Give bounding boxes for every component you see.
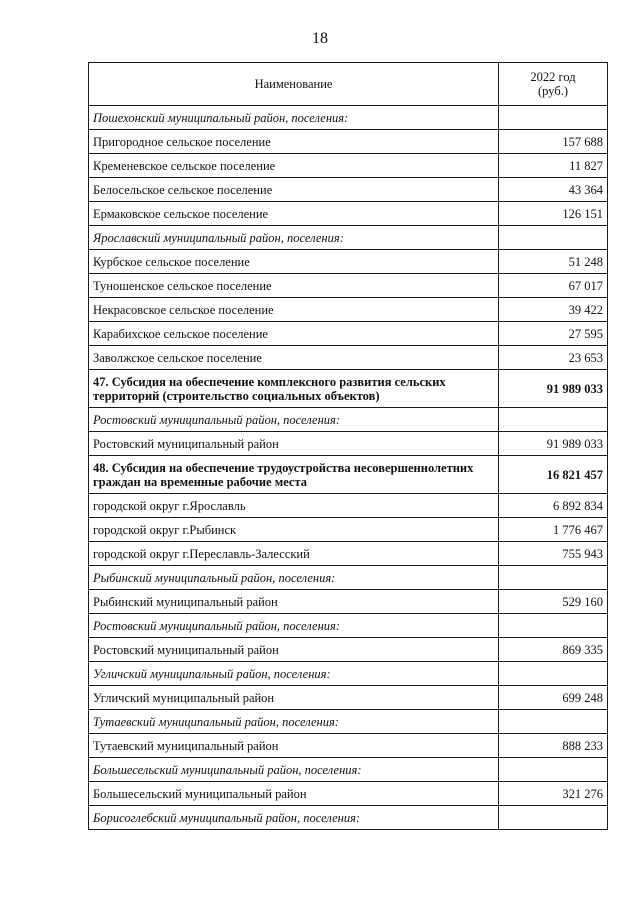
page-number: 18 xyxy=(312,30,328,47)
table-row xyxy=(89,130,608,154)
section-row xyxy=(89,226,608,250)
row-name: 48. Субсидия на обеспечение трудоустройства несовершеннолетних граждан на временные рабочие места xyxy=(89,456,499,494)
row-name: Ростовский муниципальный район, поселения: xyxy=(89,614,499,638)
row-name: Угличский муниципальный район xyxy=(89,686,499,710)
row-value xyxy=(499,106,608,130)
row-name: Пригородное сельское поселение xyxy=(89,130,499,154)
table-row xyxy=(89,250,608,274)
row-value: 126 151 xyxy=(499,202,608,226)
row-name: Курбское сельское поселение xyxy=(89,250,499,274)
row-value: 91 989 033 xyxy=(499,370,608,408)
row-name: городской округ г.Переславль-Залесский xyxy=(89,542,499,566)
table-row xyxy=(89,154,608,178)
row-value: 91 989 033 xyxy=(499,432,608,456)
table-row xyxy=(89,346,608,370)
row-name: Некрасовское сельское поселение xyxy=(89,298,499,322)
table-body xyxy=(89,106,608,830)
table-row xyxy=(89,322,608,346)
row-name: Кременевское сельское поселение xyxy=(89,154,499,178)
row-name: Рыбинский муниципальный район xyxy=(89,590,499,614)
subsidy-row xyxy=(89,370,608,408)
row-value: 27 595 xyxy=(499,322,608,346)
row-value xyxy=(499,662,608,686)
row-name: 47. Субсидия на обеспечение комплексного развития сельских территорий (строительство социальных объектов) xyxy=(89,370,499,408)
row-value: 157 688 xyxy=(499,130,608,154)
row-value: 755 943 xyxy=(499,542,608,566)
row-value: 23 653 xyxy=(499,346,608,370)
table-row xyxy=(89,494,608,518)
row-value: 1 776 467 xyxy=(499,518,608,542)
table-row xyxy=(89,274,608,298)
row-value: 39 422 xyxy=(499,298,608,322)
row-name: Белосельское сельское поселение xyxy=(89,178,499,202)
row-name: Ростовский муниципальный район xyxy=(89,638,499,662)
row-name: Ростовский муниципальный район, поселения: xyxy=(89,408,499,432)
row-value: 869 335 xyxy=(499,638,608,662)
row-value xyxy=(499,710,608,734)
row-value xyxy=(499,226,608,250)
row-name: Угличский муниципальный район, поселения: xyxy=(89,662,499,686)
budget-table xyxy=(88,62,608,830)
section-row xyxy=(89,662,608,686)
row-value: 888 233 xyxy=(499,734,608,758)
table-row xyxy=(89,638,608,662)
table-row xyxy=(89,542,608,566)
row-name: городской округ г.Ярославль xyxy=(89,494,499,518)
table-row xyxy=(89,518,608,542)
row-name: городской округ г.Рыбинск xyxy=(89,518,499,542)
header-name: Наименование xyxy=(89,63,499,106)
header-value: 2022 год (руб.) xyxy=(499,63,608,106)
row-name: Пошехонский муниципальный район, поселения: xyxy=(89,106,499,130)
subsidy-row xyxy=(89,456,608,494)
section-row xyxy=(89,806,608,830)
row-name: Тутаевский муниципальный район xyxy=(89,734,499,758)
section-row xyxy=(89,566,608,590)
row-value xyxy=(499,758,608,782)
row-value: 321 276 xyxy=(499,782,608,806)
row-name: Большесельский муниципальный район xyxy=(89,782,499,806)
table-row xyxy=(89,734,608,758)
row-value: 16 821 457 xyxy=(499,456,608,494)
row-name: Ростовский муниципальный район xyxy=(89,432,499,456)
section-row xyxy=(89,758,608,782)
table-row xyxy=(89,202,608,226)
row-value xyxy=(499,566,608,590)
table-row xyxy=(89,298,608,322)
section-row xyxy=(89,614,608,638)
row-value xyxy=(499,614,608,638)
row-value: 699 248 xyxy=(499,686,608,710)
row-value: 43 364 xyxy=(499,178,608,202)
section-row xyxy=(89,106,608,130)
row-name: Рыбинский муниципальный район, поселения: xyxy=(89,566,499,590)
section-row xyxy=(89,710,608,734)
row-name: Карабихское сельское поселение xyxy=(89,322,499,346)
row-name: Большесельский муниципальный район, поселения: xyxy=(89,758,499,782)
row-value: 529 160 xyxy=(499,590,608,614)
table-row xyxy=(89,178,608,202)
row-value: 51 248 xyxy=(499,250,608,274)
row-value xyxy=(499,806,608,830)
table-row xyxy=(89,590,608,614)
row-value: 6 892 834 xyxy=(499,494,608,518)
table-row xyxy=(89,432,608,456)
row-name: Заволжское сельское поселение xyxy=(89,346,499,370)
row-name: Борисоглебский муниципальный район, поселения: xyxy=(89,806,499,830)
table-header-row xyxy=(89,63,608,106)
row-name: Тутаевский муниципальный район, поселения: xyxy=(89,710,499,734)
row-value xyxy=(499,408,608,432)
row-value: 11 827 xyxy=(499,154,608,178)
row-value: 67 017 xyxy=(499,274,608,298)
row-name: Ермаковское сельское поселение xyxy=(89,202,499,226)
row-name: Туношенское сельское поселение xyxy=(89,274,499,298)
table-row xyxy=(89,686,608,710)
section-row xyxy=(89,408,608,432)
row-name: Ярославский муниципальный район, поселения: xyxy=(89,226,499,250)
table-row xyxy=(89,782,608,806)
